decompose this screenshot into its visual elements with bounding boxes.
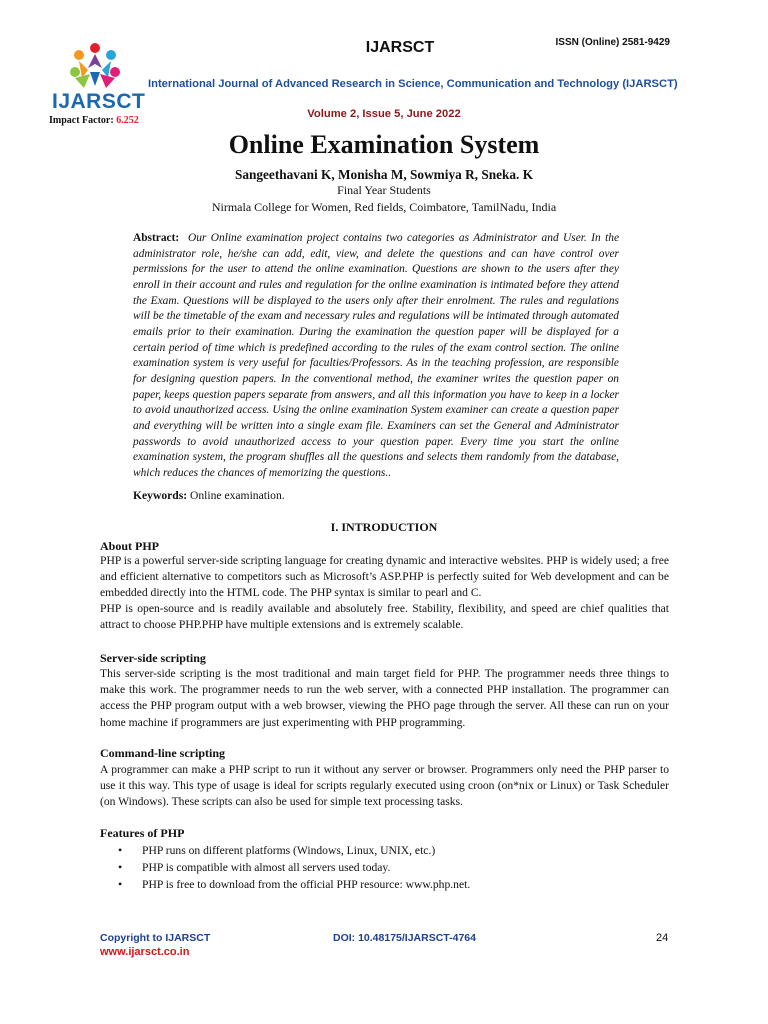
- page-number: 24: [656, 932, 669, 944]
- impact-factor-label: Impact Factor:: [49, 115, 117, 126]
- features-list: [118, 842, 470, 893]
- paragraph-command-line: A programmer can make a PHP script to run it without any server or browser. Programmers only need the PHP parser to use it this way. This type of usage is ideal for scripts regularly executed using croon (on*nix or Linux) or Task Scheduler (on Windows). These scripts can also be used for simple text processing tasks.: [100, 763, 669, 809]
- journal-full-name: International Journal of Advanced Research in Science, Communication and Technology (IJARSCT): [148, 78, 678, 90]
- list-item: • PHP runs on different platforms (Windows, Linux, UNIX, etc.): [118, 842, 470, 859]
- abstract-text: Our Online examination project contains two categories as Administrator and User. In the administrator role, he/she can add, edit, view, and delete the questions and can have control over permissions for the user to attend the online examination. Questions are shown to the users after they enroll in their account and rules and regulation for the online examination is intimated before they attend the Exam. Questions will be displayed to the users only after their enrolment. The rules and regulations will be the timetable of the exam and necessary rules and regulations will be intimated through automated emails prior to their examination. During the examination the question paper will be displayed for a certain period of time which is predefined according to the rules of the exam control section. The online examination system is very useful for faculties/Professors. As in the teaching profession, are responsible for designing question papers. In the conventional method, the examiner writes the question paper on paper, keeps question papers separate from answers, and all this information you have to keep in a locker to avoid unauthorized access. Using the online examination System examiner can create a question paper and everything will be written into a single exam file. Examiners can set the General and Administrator passwords to avoid unauthorized access to your question paper. Every time you start the online examination system, the program shuffles all the questions and selects them randomly from the database, which reduces the chances of memorizing the questions..: [133, 232, 619, 479]
- journal-short-name: IJARSCT: [365, 39, 435, 56]
- section-heading-introduction: I. INTRODUCTION: [330, 520, 438, 534]
- keywords: [133, 489, 285, 502]
- subsection-heading-server-side: Server-side scripting: [100, 651, 206, 665]
- volume-issue: Volume 2, Issue 5, June 2022: [307, 108, 461, 120]
- abstract: [133, 231, 619, 482]
- impact-factor-value: 6.252: [116, 115, 139, 126]
- subsection-heading-about-php: About PHP: [100, 539, 160, 553]
- subsection-heading-command-line: Command-line scripting: [100, 746, 226, 760]
- list-item: • PHP is compatible with almost all servers used today.: [118, 859, 470, 876]
- keywords-text: Online examination.: [190, 489, 285, 502]
- keywords-label: Keywords:: [133, 489, 188, 502]
- paper-authors: Sangeethavani K, Monisha M, Sowmiya R, Sneka. K: [234, 167, 534, 182]
- paragraph-about-php-1: PHP is a powerful server-side scripting language for creating dynamic and interactive websites. PHP is widely used; a free and efficient alternative to competitors such as Microsoft’s ASP.PHP is perfectly suited for Web development and can be embedded directly into the HTML code. The PHP syntax is similar to pearl and C.: [100, 554, 669, 600]
- footer-doi: DOI: 10.48175/IJARSCT-4764: [333, 932, 476, 944]
- author-affiliation: Nirmala College for Women, Red fields, Coimbatore, TamilNadu, India: [211, 200, 557, 214]
- paper-title: Online Examination System: [228, 130, 540, 159]
- footer-copyright: Copyright to IJARSCT: [100, 932, 211, 944]
- paragraph-server-side: This server-side scripting is the most traditional and main target field for PHP. The programmer needs three things to make this work. The programmer needs to run the web server, with a connected PHP installation. The programmer can access the PHP program output with a web browser, viewing the PHO page through the server. All these can run on your home machine if programmers are just experimenting with PHP programming.: [100, 667, 669, 729]
- logo-text: IJARSCT: [52, 90, 146, 113]
- subsection-heading-features: Features of PHP: [100, 826, 185, 840]
- footer-website-link[interactable]: www.ijarsct.co.in: [100, 946, 190, 958]
- abstract-label: Abstract:: [133, 232, 180, 244]
- author-role: Final Year Students: [337, 183, 431, 197]
- paragraph-about-php-2: PHP is open-source and is readily available and absolutely free. Stability, flexibility, and speed are chief qualities that attract to choose PHP.PHP have multiple extensions and is extremely scalable.: [100, 602, 669, 632]
- issn: ISSN (Online) 2581-9429: [555, 37, 670, 48]
- list-item: • PHP is free to download from the official PHP resource: www.php.net.: [118, 876, 470, 893]
